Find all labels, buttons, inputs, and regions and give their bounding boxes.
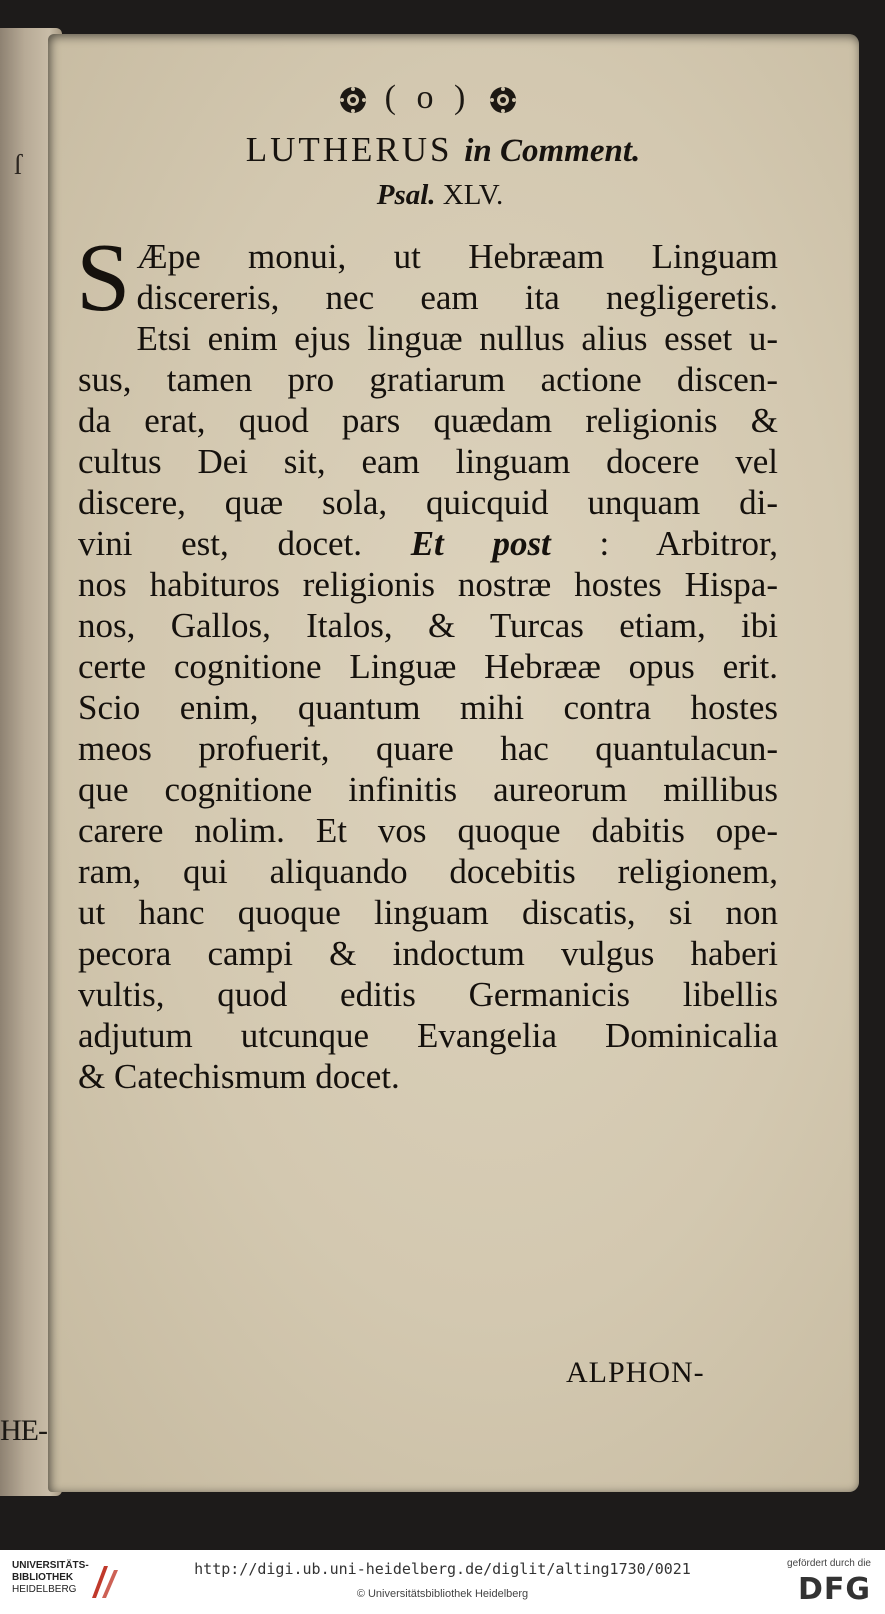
text-line: sus, tamen pro gratiarum actione discen- xyxy=(78,360,778,399)
text-line: vultis, quod editis Germanicis libellis xyxy=(78,975,778,1014)
copyright-notice: © Universitätsbibliothek Heidelberg xyxy=(356,1588,529,1600)
text-line: & Catechismum docet. xyxy=(78,1057,400,1096)
text-line: ut hanc quoque linguam discatis, si non xyxy=(78,893,778,932)
folio-number: ( o ) xyxy=(384,79,472,116)
text-line: Æpe monui, ut Hebræam Linguam xyxy=(136,237,778,276)
library-name-line: BIBLIOTHEK xyxy=(12,1572,74,1583)
text-line: carere nolim. Et vos quoque dabitis ope- xyxy=(78,811,778,850)
text-segment: : Arbitror, xyxy=(599,524,779,563)
subheading-number: XLV. xyxy=(442,179,504,211)
library-name-line: HEIDELBERG xyxy=(12,1584,77,1595)
text-line: discereris, nec eam ita negligeretis. xyxy=(136,278,778,317)
text-line: nos, Gallos, Italos, & Turcas etiam, ibi xyxy=(78,606,778,645)
italic-phrase: Et post xyxy=(410,524,551,563)
rosette-ornament-icon xyxy=(488,85,518,115)
text-line: discere, quæ sola, quicquid unquam di- xyxy=(78,483,778,522)
page-subheading xyxy=(78,174,778,216)
heading-author: LUTHERUS xyxy=(245,130,453,169)
text-line: ram, qui aliquando docebitis religionem, xyxy=(78,852,778,891)
footer-bar xyxy=(0,1550,885,1614)
permalink-url[interactable]: http://digi.ub.uni-heidelberg.de/diglit/alting1730/0021 xyxy=(194,1560,691,1578)
margin-mark: ſ xyxy=(14,150,22,181)
page-content xyxy=(78,74,778,1097)
page-folio xyxy=(78,74,778,122)
funder-logo[interactable]: DFG xyxy=(797,1572,871,1607)
text-line-mixed xyxy=(78,523,778,564)
text-line: Scio enim, quantum mihi contra hostes xyxy=(78,688,778,727)
text-line: pecora campi & indoctum vulgus haberi xyxy=(78,934,778,973)
text-line: adjutum utcunque Evangelia Dominicalia xyxy=(78,1016,778,1055)
text-line: meos profuerit, quare hac quantulacun- xyxy=(78,729,778,768)
text-line: cultus Dei sit, eam linguam docere vel xyxy=(78,442,778,481)
drop-cap: S xyxy=(76,224,131,332)
book-page xyxy=(48,34,859,1492)
text-line: que cognitione infinitis aureorum millibus xyxy=(78,770,778,809)
page-heading xyxy=(78,126,778,174)
body-text xyxy=(76,224,779,1097)
catchword: ALPHON- xyxy=(566,1356,705,1389)
rosette-ornament-icon xyxy=(338,85,368,115)
text-segment: vini est, docet. xyxy=(78,524,362,563)
subheading-psalm: Psal. xyxy=(376,179,436,211)
text-line: Etsi enim ejus linguæ nullus alius esset u- xyxy=(136,319,778,358)
text-line: nos habituros religionis nostræ hostes Hispa- xyxy=(78,565,778,604)
text-line: da erat, quod pars quædam religionis & xyxy=(78,401,778,440)
left-page-fragment: HE- xyxy=(0,1414,47,1447)
text-line: certe cognitione Linguæ Hebrææ opus erit. xyxy=(78,647,778,686)
heading-work: in Comment. xyxy=(464,133,641,169)
library-name-line: UNIVERSITÄTS- xyxy=(12,1560,89,1571)
funder-note: gefördert durch die xyxy=(787,1558,871,1569)
